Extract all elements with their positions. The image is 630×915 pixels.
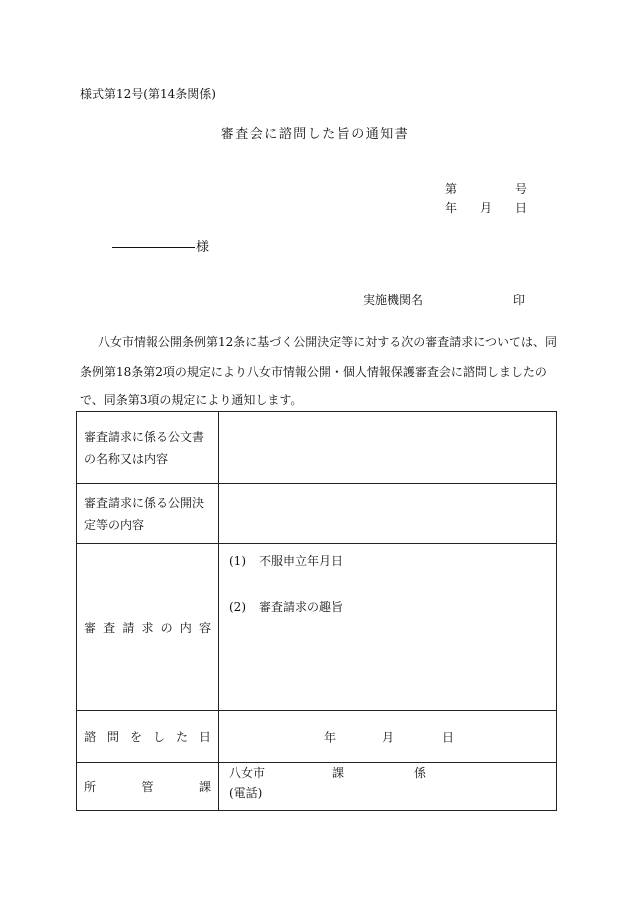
form-number: 様式第12号(第14条関係)	[80, 87, 216, 101]
row-label-decision-content: 審査請求に係る公開決 定等の内容	[77, 484, 219, 544]
addressee-blank-line	[112, 247, 195, 248]
consultation-day: 日	[442, 730, 455, 744]
request-item-1: (1) 不服申立年月日	[229, 554, 344, 568]
document-name-field[interactable]	[219, 412, 557, 484]
date-day: 日	[515, 201, 528, 215]
request-item-2: (2) 審査請求の趣旨	[229, 600, 344, 614]
body-text-line-2: 条例第18条第2項の規定により八女市情報公開・個人情報保護審査会に諮問しましたの	[80, 365, 547, 379]
row-label-department: 所 管 課	[77, 763, 219, 811]
consultation-date-field[interactable]	[219, 711, 557, 763]
date-year: 年	[445, 201, 458, 215]
body-text-line-1: 八女市情報公開条例第12条に基づく公開決定等に対する次の審査請求については、同	[98, 335, 558, 349]
department-phone: (電話)	[229, 786, 263, 800]
department-unit: 係	[414, 766, 427, 780]
request-content-field[interactable]	[219, 544, 557, 711]
date-month: 月	[480, 201, 493, 215]
table-row	[77, 544, 557, 711]
issuer-label: 実施機関名	[363, 293, 424, 307]
table-row	[77, 711, 557, 763]
consultation-month: 月	[382, 730, 395, 744]
department-field[interactable]	[219, 763, 557, 811]
addressee-honorific: 様	[196, 240, 210, 255]
table-row	[77, 412, 557, 484]
doc-number-suffix: 号	[515, 182, 528, 196]
body-text-line-3: で、同条第3項の規定により通知します。	[80, 393, 303, 407]
department-section: 課	[332, 766, 345, 780]
row-label-request-content: 審 査 請 求 の 内 容	[77, 544, 219, 711]
department-city: 八女市	[229, 766, 266, 780]
doc-number-prefix: 第	[445, 182, 458, 196]
row-label-consultation-date: 諮 問 を し た 日	[77, 711, 219, 763]
document-title: 審査会に諮問した旨の通知書	[220, 127, 410, 142]
row-label-document-name: 審査請求に係る公文書 の名称又は内容	[77, 412, 219, 484]
consultation-year: 年	[324, 730, 337, 744]
decision-content-field[interactable]	[219, 484, 557, 544]
table-row	[77, 763, 557, 811]
request-info-table	[76, 411, 557, 811]
table-row	[77, 484, 557, 544]
issuer-seal: 印	[513, 293, 526, 307]
